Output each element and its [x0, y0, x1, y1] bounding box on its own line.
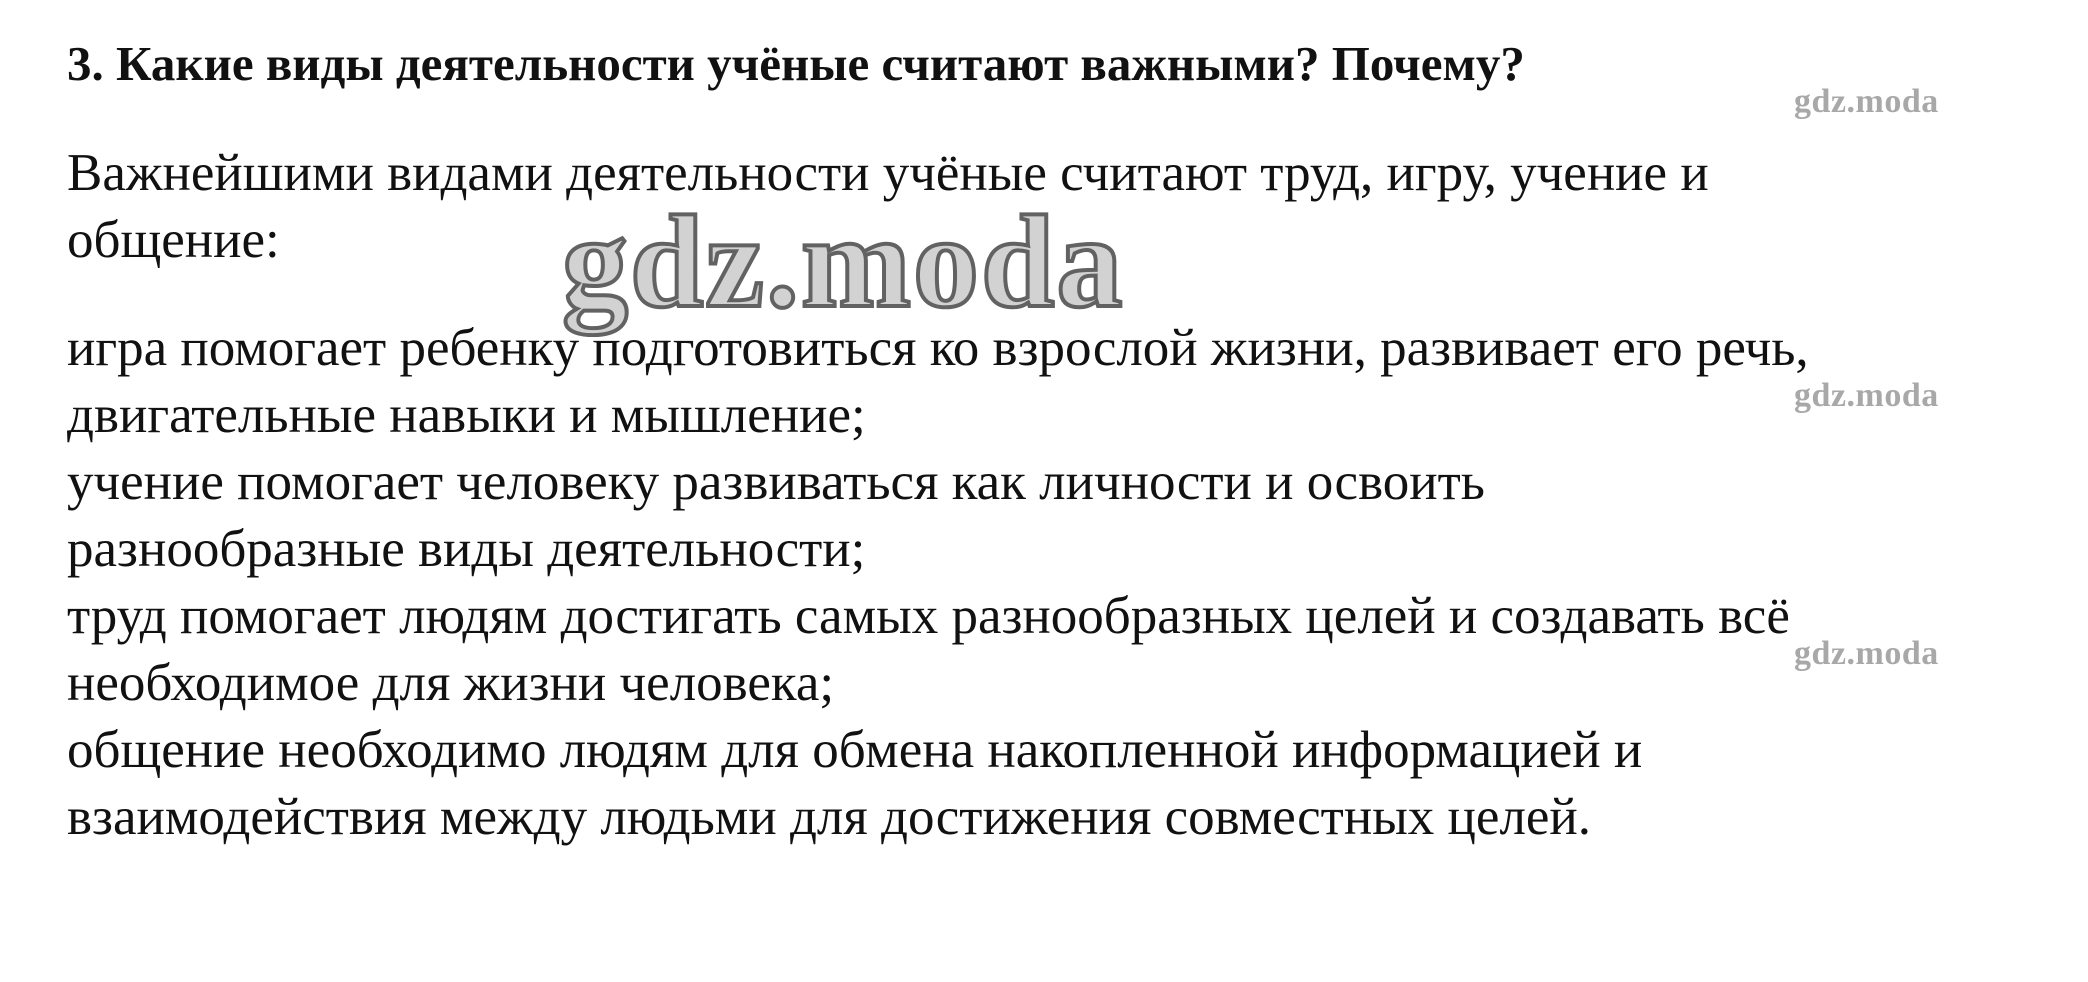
answer-item-learning: [67, 449, 2047, 583]
watermark-large: gdz.moda: [562, 188, 1125, 335]
answer-item-line: общение необходимо людям для обмена накопленной информацией и: [67, 721, 1643, 779]
question-title: 3. Какие виды деятельности учёные считают важными? Почему?: [67, 36, 1525, 91]
answer-item-work: [67, 583, 2047, 717]
answer-item-play: [67, 315, 2047, 449]
intro-line-2: общение:: [67, 211, 280, 269]
watermark-small: gdz.moda: [1794, 83, 1939, 120]
answer-item-line: труд помогает людям достигать самых разнообразных целей и создавать всё: [67, 587, 1790, 645]
answer-item-line: необходимое для жизни человека;: [67, 654, 835, 712]
answer-item-line: учение помогает человеку развиваться как личности и освоить: [67, 453, 1485, 511]
answer-item-line: двигательные навыки и мышление;: [67, 386, 866, 444]
answer-item-line: взаимодействия между людьми для достижения совместных целей.: [67, 788, 1592, 846]
watermark-small: gdz.moda: [1794, 377, 1939, 414]
answer-item-communication: [67, 717, 2047, 851]
answer-item-line: разнообразные виды деятельности;: [67, 520, 866, 578]
intro-line-1: Важнейшими видами деятельности учёные считают труд, игру, учение и: [67, 144, 1709, 202]
watermark-small: gdz.moda: [1794, 635, 1939, 672]
answer-item-line: игра помогает ребенку подготовиться ко взрослой жизни, развивает его речь,: [67, 319, 1809, 377]
